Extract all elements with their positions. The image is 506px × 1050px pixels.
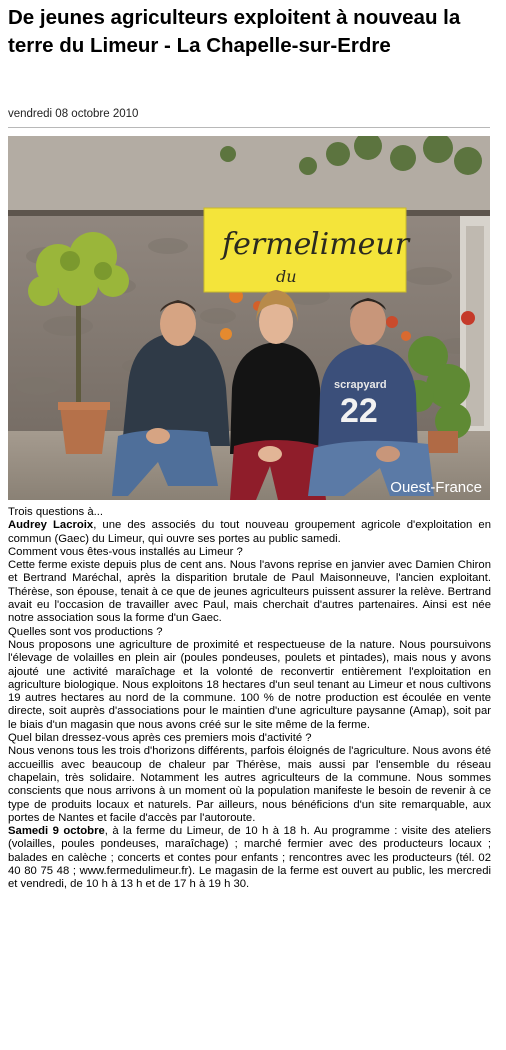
event-details: , à la ferme du Limeur, de 10 h à 18 h. Au programme : visite des ateliers (volailles, poules pondeuses, maraîchage) ; marché fermier avec des producteurs locaux ; balades en calèche ; concerts et contes pour enfants ; rencontres avec les producteurs (tél. 02 40 80 75 48 ; www.fermedulimeur.fr). Le magasin de la ferme est ouvert au public, les mercredi et vendredi, de 10 h à 13 h et de 17 h à 19 h 30. (8, 825, 492, 891)
publication-date: vendredi 08 octobre 2010 (8, 108, 139, 120)
sign-text-limeur: limeur (310, 227, 410, 262)
divider (8, 127, 490, 128)
article-body (8, 506, 491, 892)
photo-credit: Ouest-France (390, 479, 482, 496)
answer-2: Nous proposons une agriculture de proximité et respectueuse de la nature. Nous poursuivons l'élevage de volailles en plein air (poules pondeuses, poulets et pintades), mais nous y avons ajouté une activité maraîchage et la volonté de reconvertir entièrement l'exploitation en agriculture biologique. Nous exploitons 18 hectares d'un seul tenant au Limeur et nous cultivons 19 autres hectares au nord de la commune. 100 % de notre production est écoulée en vente directe, soit auprès d'associations pour le maintien d'une agriculture paysanne (Amap), soit par le biais d'un magasin que nous avons créé sur le site même de la ferme. (8, 638, 491, 731)
question-1: Comment vous êtes-vous installés au Limeur ? (8, 545, 243, 558)
event-paragraph (8, 825, 491, 891)
article-photo (8, 136, 490, 500)
intro-paragraph (8, 519, 491, 546)
question-3: Quel bilan dressez-vous après ces premiers mois d'activité ? (8, 732, 312, 745)
event-date: Samedi 9 octobre (8, 825, 105, 838)
answer-3: Nous venons tous les trois d'horizons différents, parfois éloignés de l'agriculture. Nous avons été accueillis avec beaucoup de chaleur par Thérèse, mais aussi par l'ensemble du réseau chapelain, très solidaire. Notamment les autres agriculteurs de la commune. Nous sommes conscients que nous arrivons à un moment où la population manifeste le besoin de revenir à ce type de produits locaux et naturels. Par ailleurs, nous bénéficions d'un site remarquable, aux portes de Nantes et facile d'accès par l'autoroute. (8, 745, 491, 824)
headline: De jeunes agriculteurs exploitent à nouveau la terre du Limeur - La Chapelle-sur-Erdre (8, 6, 461, 57)
interviewee-description: , une des associés du tout nouveau groupement agricole d'exploitation en commun (Gaec) du Limeur, qui ouvre ses portes au public samedi. (8, 519, 491, 545)
shirt-number: 22 (340, 392, 378, 430)
sign-text-ferme: ferme (222, 227, 312, 262)
intro-line: Trois questions à... (8, 506, 104, 518)
question-2: Quelles sont vos productions ? (8, 625, 163, 638)
sign-text-du: du (276, 267, 297, 286)
shirt-text: scrapyard (334, 379, 387, 391)
interviewee-name: Audrey Lacroix (8, 519, 94, 532)
answer-1: Cette ferme existe depuis plus de cent ans. Nous l'avons reprise en janvier avec Damien Chiron et Bertrand Maréchal, après la disparition brutale de Paul Maisonneuve, l'ancien exploitant. Thérèse, son épouse, tenait à ce que de jeunes agriculteurs puissent assurer la relève. Bertrand avait eu l'occasion de travailler avec Paul, mais cherchait d'autres partenaires. Ainsi est née notre association sous la forme d'un Gaec. (8, 559, 491, 625)
